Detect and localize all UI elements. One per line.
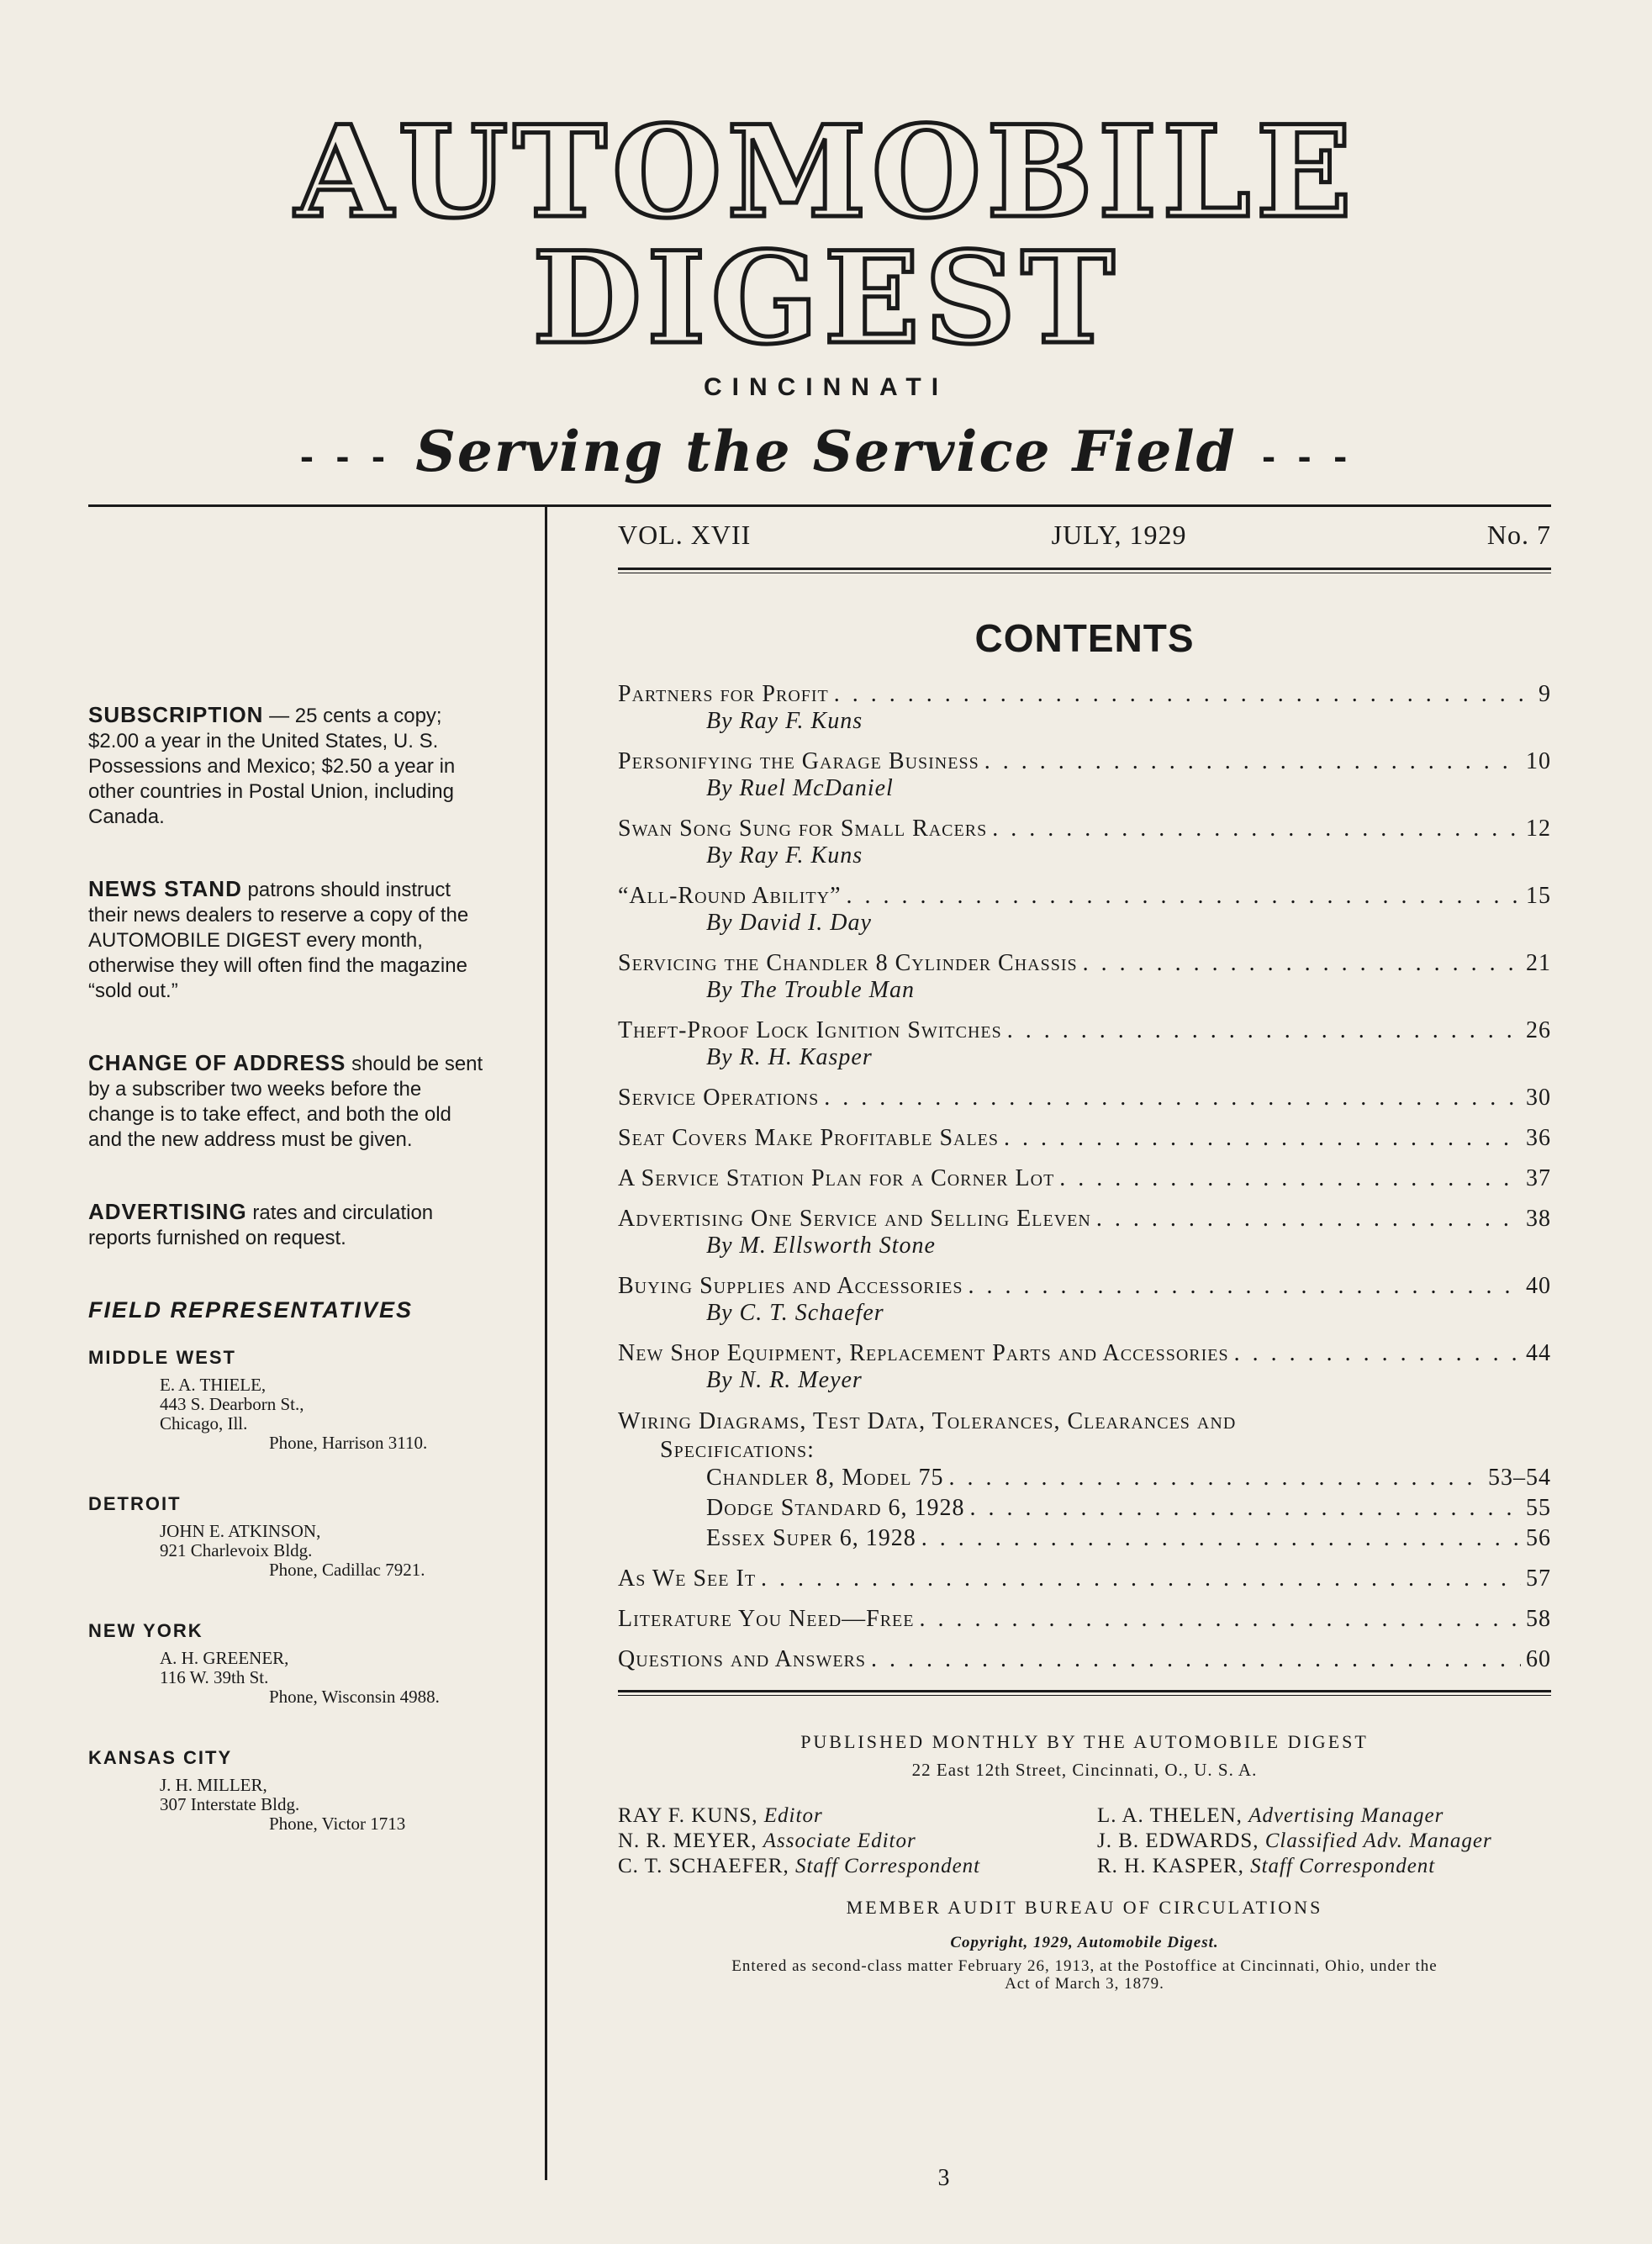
leader-dots [871,1646,1521,1673]
magazine-title-line2: DIGEST [532,224,1120,372]
staff-entry [618,1804,1097,1828]
news-stand-notice [88,876,483,1004]
notice-lead: NEWS STAND [88,876,242,901]
region-name: MIDDLE WEST [88,1347,236,1368]
staff-role: Associate Editor [763,1830,916,1852]
rep-city: Chicago, Ill. [160,1413,248,1434]
region-contact [88,1649,483,1707]
tagline [0,419,1652,484]
tagline-dots-left: - - - [299,436,391,477]
toc-page: 15 [1526,883,1551,909]
toc-page: 40 [1526,1273,1551,1299]
toc-entry [618,1125,1551,1152]
top-rule [88,504,1551,507]
toc-page: 38 [1526,1206,1551,1232]
staff-name: C. T. SCHAEFER, [618,1855,789,1877]
toc-entry [618,748,1551,802]
field-representatives-heading: FIELD REPRESENTATIVES [88,1297,414,1323]
publisher-rule [618,1690,1551,1696]
leader-dots [761,1566,1521,1592]
toc-entry [618,950,1551,1004]
left-column [88,702,483,1874]
page-number: 3 [937,2165,950,2191]
region-contact [88,1776,483,1834]
leader-dots [921,1525,1521,1552]
staff-role: Staff Correspondent [794,1855,981,1877]
wiring-heading-line2: Specifications: [660,1437,815,1463]
rep-phone: Phone, Wisconsin 4988. [269,1687,440,1707]
rep-name: JOHN E. ATKINSON, [160,1521,321,1541]
wiring-heading [618,1407,1551,1465]
toc-title: Theft-Proof Lock Ignition Switches [618,1017,1002,1043]
toc-entry [618,1340,1551,1394]
toc-page: 53–54 [1488,1465,1551,1491]
wiring-heading-line1: Wiring Diagrams, Test Data, Tolerances, Clearances and [618,1408,1237,1434]
region-name: NEW YORK [88,1620,203,1641]
notice-text: rates and circulation reports furnished on request. [88,1201,434,1249]
toc-sub-entry [618,1495,1551,1522]
region-detroit [88,1493,483,1580]
toc-title: Partners for Profit [618,681,829,707]
toc-entry [618,883,1551,937]
region-contact [88,1522,483,1580]
toc-author: By Ray F. Kuns [706,708,863,734]
entered-line1: Entered as second-class matter February 26, 1913, at the Postoffice at Cincinnati, Ohio, under the [731,1957,1438,1975]
volume-label: VOL. XVII [618,520,752,550]
notice-text: should be sent by a subscriber two weeks before the change is to take effect, and both the old and the new address must be given. [88,1053,483,1151]
rep-name: J. H. MILLER, [160,1775,267,1795]
toc-sub-entry [618,1525,1551,1552]
region-contact [88,1375,483,1453]
toc-title: Service Operations [618,1085,820,1111]
region-name: KANSAS CITY [88,1747,233,1768]
rep-phone: Phone, Harrison 3110. [269,1433,428,1453]
toc-entry [618,1206,1551,1259]
toc-entry [618,1646,1551,1673]
toc-wiring-section [618,1407,1551,1552]
staff-role: Advertising Manager [1248,1804,1444,1827]
rep-name: E. A. THIELE, [160,1375,267,1395]
toc-entry [618,1273,1551,1327]
column-divider [545,507,547,2180]
city-label: CINCINNATI [703,373,949,401]
toc-title: Questions and Answers [618,1646,867,1672]
staff-role: Classified Adv. Manager [1264,1830,1492,1852]
toc-title: “All-Round Ability” [618,883,842,909]
leader-dots [1234,1340,1521,1367]
rep-name: A. H. GREENER, [160,1648,289,1668]
toc-page: 9 [1539,681,1551,707]
leader-dots [992,816,1521,842]
staff-name: J. B. EDWARDS, [1097,1830,1259,1852]
publisher-info [618,1731,1551,1781]
toc-page: 57 [1526,1566,1551,1592]
staff-entry [618,1830,1097,1853]
contents-heading: CONTENTS [974,616,1195,660]
rep-address: 307 Interstate Bldg. [160,1794,300,1814]
toc-page: 10 [1526,748,1551,774]
toc-author: By C. T. Schaefer [706,1300,884,1326]
staff-entry [618,1855,1097,1878]
leader-dots [920,1606,1522,1633]
rep-phone: Phone, Cadillac 7921. [269,1560,425,1580]
toc-author: By R. H. Kasper [706,1044,873,1070]
toc-title: Personifying the Garage Business [618,748,979,774]
leader-dots [824,1085,1521,1111]
copyright-notice: Copyright, 1929, Automobile Digest. [950,1934,1219,1951]
toc-title: Chandler 8, Model 75 [706,1465,944,1491]
rep-address: 116 W. 39th St. [160,1667,269,1687]
toc-title: A Service Station Plan for a Corner Lot [618,1165,1055,1191]
toc-sub-entry [618,1465,1551,1492]
leader-dots [1083,950,1521,977]
entered-line2: Act of March 3, 1879. [1005,1975,1164,1993]
toc-page: 36 [1526,1125,1551,1151]
entered-notice [618,1957,1551,1993]
toc-author: By Ruel McDaniel [706,775,894,801]
toc-entry [618,1566,1551,1592]
leader-dots [948,1465,1483,1492]
staff-name: N. R. MEYER, [618,1830,757,1852]
toc-entry [618,1606,1551,1633]
toc-author: By N. R. Meyer [706,1367,863,1393]
toc-author: By M. Ellsworth Stone [706,1233,936,1259]
issue-info [618,517,1551,551]
toc-author: By David I. Day [706,910,872,936]
toc-author: By Ray F. Kuns [706,842,863,869]
leader-dots [834,681,1533,708]
region-middle-west [88,1347,483,1453]
toc-entry [618,1165,1551,1192]
toc-title: As We See It [618,1566,757,1592]
toc-entry [618,816,1551,869]
staff-entry [1097,1830,1551,1853]
toc-author: By The Trouble Man [706,977,915,1003]
toc-title: Literature You Need—Free [618,1606,915,1632]
rep-address: 443 S. Dearborn St., [160,1394,304,1414]
staff-entry [1097,1855,1551,1878]
toc-page: 60 [1526,1646,1551,1672]
region-kansas-city [88,1747,483,1834]
notice-lead: ADVERTISING [88,1199,247,1224]
leader-dots [1007,1017,1521,1044]
notice-lead: CHANGE OF ADDRESS [88,1050,346,1075]
notice-text: — 25 cents a copy; $2.00 a year in the United States, U. S. Possessions and Mexico; $2.50 a year in other countries in Postal Union, including Canada. [88,705,456,828]
masthead [0,98,1652,484]
leader-dots [1059,1165,1521,1192]
change-of-address-notice [88,1050,483,1153]
staff-name: RAY F. KUNS, [618,1804,758,1827]
rep-address: 921 Charlevoix Bldg. [160,1540,313,1560]
publisher-address: 22 East 12th Street, Cincinnati, O., U. S. A. [911,1760,1258,1780]
leader-dots [969,1273,1521,1300]
toc-title: Swan Song Sung for Small Racers [618,816,988,842]
toc-title: New Shop Equipment, Replacement Parts and Accessories [618,1340,1229,1366]
notice-lead: SUBSCRIPTION [88,702,264,727]
leader-dots [1004,1125,1521,1152]
leader-dots [847,883,1522,910]
toc-title: Dodge Standard 6, 1928 [706,1495,965,1521]
region-new-york [88,1620,483,1707]
table-of-contents [618,681,1551,1673]
toc-title: Servicing the Chandler 8 Cylinder Chassis [618,950,1078,976]
toc-page: 58 [1526,1606,1551,1632]
right-column [618,517,1551,1993]
toc-page: 26 [1526,1017,1551,1043]
rep-phone: Phone, Victor 1713 [269,1814,406,1834]
staff-role: Editor [763,1804,823,1827]
leader-dots [970,1495,1521,1522]
subscription-notice [88,702,483,830]
toc-page: 56 [1526,1525,1551,1551]
toc-page: 30 [1526,1085,1551,1111]
member-notice: MEMBER AUDIT BUREAU OF CIRCULATIONS [846,1897,1323,1918]
staff-list [618,1804,1551,1878]
leader-dots [984,748,1521,775]
toc-entry [618,1017,1551,1071]
region-name: DETROIT [88,1493,182,1514]
staff-entry [1097,1804,1551,1828]
toc-title: Essex Super 6, 1928 [706,1525,916,1551]
staff-role: Staff Correspondent [1250,1855,1436,1877]
toc-entry [618,1085,1551,1111]
magazine-title-line1: AUTOMOBILE [295,98,1357,246]
tagline-dots-right: - - - [1261,436,1353,477]
toc-page: 55 [1526,1495,1551,1521]
publisher-line: PUBLISHED MONTHLY BY THE AUTOMOBILE DIGEST [800,1731,1369,1752]
issue-number: No. 7 [1486,520,1551,550]
tagline-text: Serving the Service Field [415,419,1237,484]
notice-text: patrons should instruct their news dealers to reserve a copy of the AUTOMOBILE DIGEST every month, otherwise they will often find the magazine “sold out.” [88,879,469,1002]
toc-page: 37 [1526,1165,1551,1191]
staff-name: L. A. THELEN, [1097,1804,1243,1827]
toc-entry [618,681,1551,735]
staff-name: R. H. KASPER, [1097,1855,1244,1877]
toc-page: 12 [1526,816,1551,842]
toc-page: 21 [1526,950,1551,976]
toc-title: Seat Covers Make Profitable Sales [618,1125,1000,1151]
issue-rule [618,568,1551,573]
issue-date: JULY, 1929 [1051,520,1187,550]
leader-dots [1096,1206,1521,1233]
advertising-notice [88,1199,483,1251]
toc-page: 44 [1526,1340,1551,1366]
toc-title: Advertising One Service and Selling Eleven [618,1206,1091,1232]
toc-title: Buying Supplies and Accessories [618,1273,963,1299]
